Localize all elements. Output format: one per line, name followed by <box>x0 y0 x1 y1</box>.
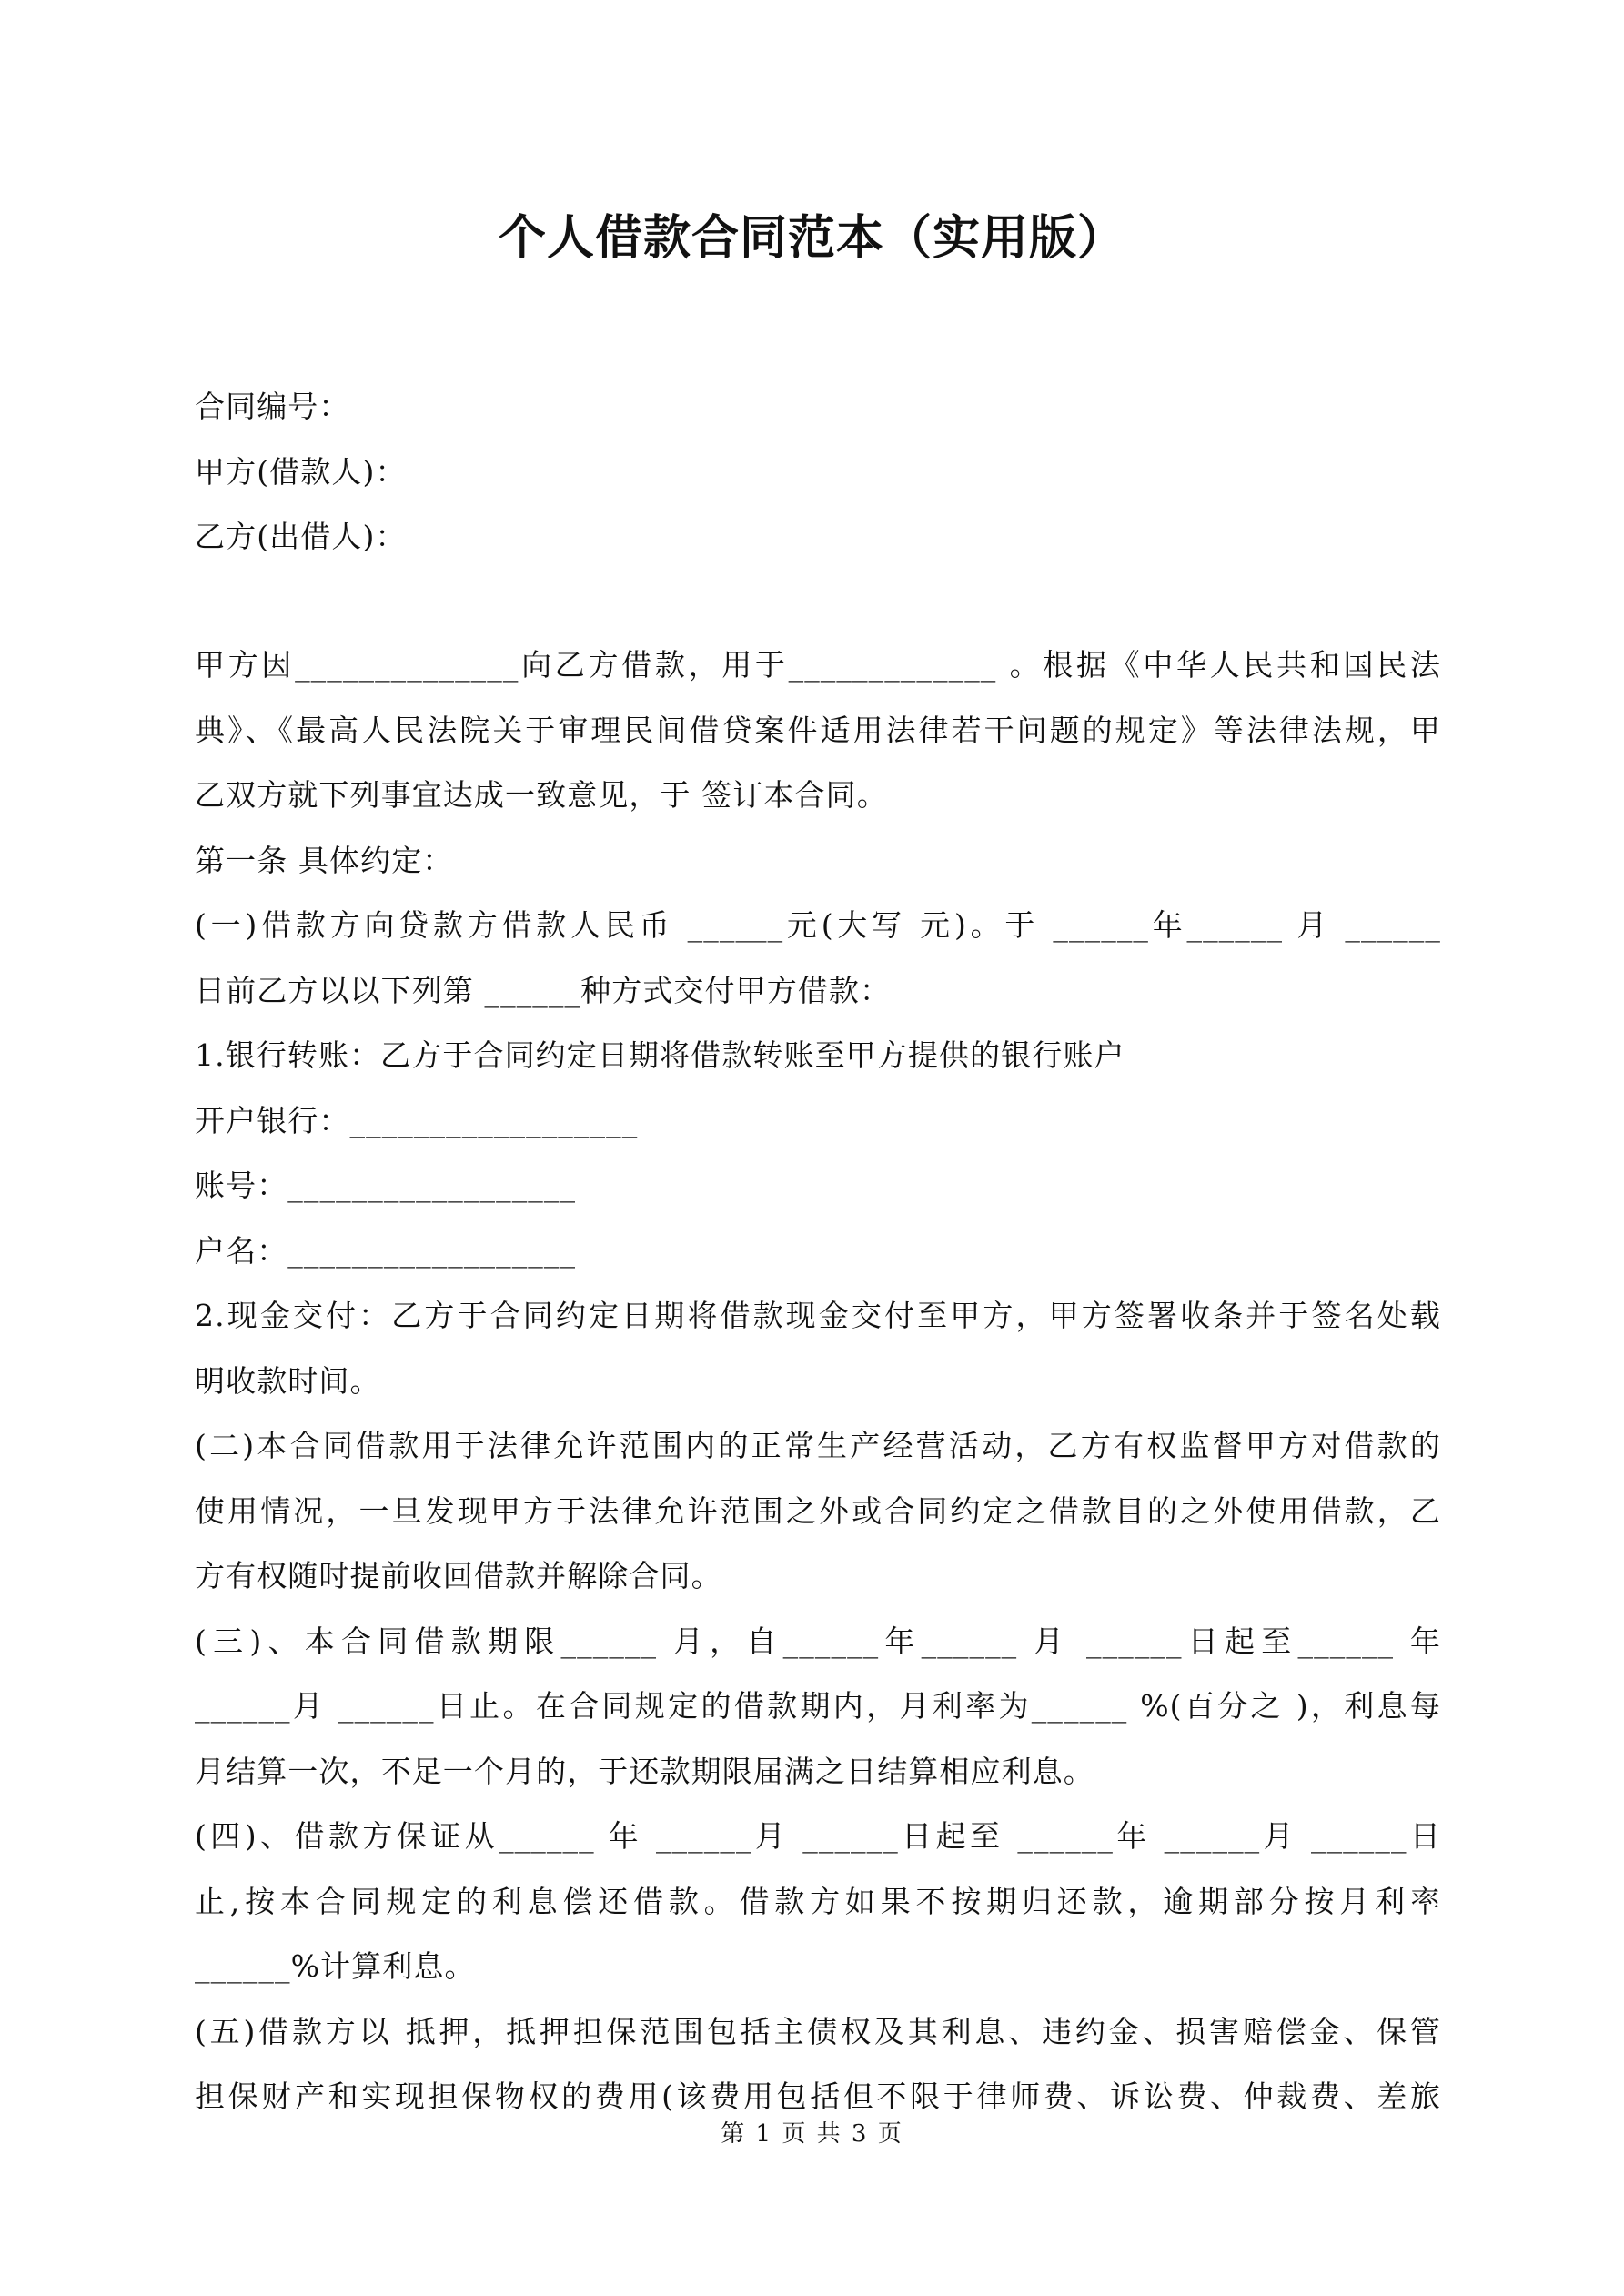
body-line: 使用情况，一旦发现甲方于法律允许范围之外或合同约定之借款目的之外使用借款，乙 <box>195 1492 1441 1529</box>
body-line: 乙双方就下列事宜达成一致意见，于 签订本合同。 <box>195 777 888 813</box>
contract-number-label: 合同编号： <box>195 389 350 424</box>
body-line: 日前乙方以以下列第 ______种方式交付甲方借款： <box>195 972 892 1008</box>
article-heading: 第一条 具体约定： <box>195 842 454 878</box>
body-line: 明收款时间。 <box>195 1362 381 1399</box>
body-line: (二)本合同借款用于法律允许范围内的正常生产经营活动，乙方有权监督甲方对借款的 <box>195 1428 1441 1463</box>
page-footer: 第 1 页 共 3 页 <box>721 2120 903 2148</box>
body-line: 1.银行转账：乙方于合同约定日期将借款转账至甲方提供的银行账户 <box>195 1037 1125 1073</box>
body-line: (五)借款方以 抵押，抵押担保范围包括主债权及其利息、违约金、损害赔偿金、保管 <box>195 2013 1441 2049</box>
body-line: ______月 ______日止。在合同规定的借款期内，月利率为______ %(百分之 )，利息每 <box>195 1688 1441 1724</box>
body-line: 典》、《最高人民法院关于审理民间借贷案件适用法律若干问题的规定》等法律法规，甲 <box>195 712 1441 748</box>
document-title: 个人借款合同范本（实用版） <box>498 210 1125 266</box>
body-line: (一)借款方向贷款方借款人民币 ______元(大写 元)。于 ______年______ 月 ______ <box>195 907 1441 943</box>
bank-name-field: 开户银行：__________________ <box>195 1102 639 1138</box>
body-line: 止,按本合同规定的利息偿还借款。借款方如果不按期归还款，逾期部分按月利率 <box>195 1883 1441 1919</box>
account-number-field: 账号：__________________ <box>195 1168 577 1203</box>
body-line: (三)、本合同借款期限______ 月，自______年______ 月 ______日起至______ 年 <box>195 1623 1441 1659</box>
body-line: 方有权随时提前收回借款并解除合同。 <box>195 1558 722 1593</box>
contract-header <box>195 374 1441 570</box>
party-b-label: 乙方(出借人)： <box>195 519 407 554</box>
body-line: (四)、借款方保证从______ 年 ______月 ______日起至 ______年 ______月 ______日 <box>195 1818 1441 1854</box>
body-line: 月结算一次，不足一个月的，于还款期限届满之日结算相应利息。 <box>195 1753 1094 1789</box>
body-line: ______%计算利息。 <box>195 1948 476 1984</box>
party-a-label: 甲方(借款人)： <box>195 453 407 490</box>
body-line: 甲方因______________向乙方借款，用于_____________ 。根据《中华人民共和国民法 <box>195 647 1441 683</box>
body-line: 担保财产和实现担保物权的费用(该费用包括但不限于律师费、诉讼费、仲裁费、差旅 <box>195 2079 1441 2114</box>
body-line: 2.现金交付：乙方于合同约定日期将借款现金交付至甲方，甲方签署收条并于签名处载 <box>195 1298 1441 1333</box>
account-name-field: 户名：__________________ <box>195 1232 577 1269</box>
contract-body <box>195 632 1441 2129</box>
